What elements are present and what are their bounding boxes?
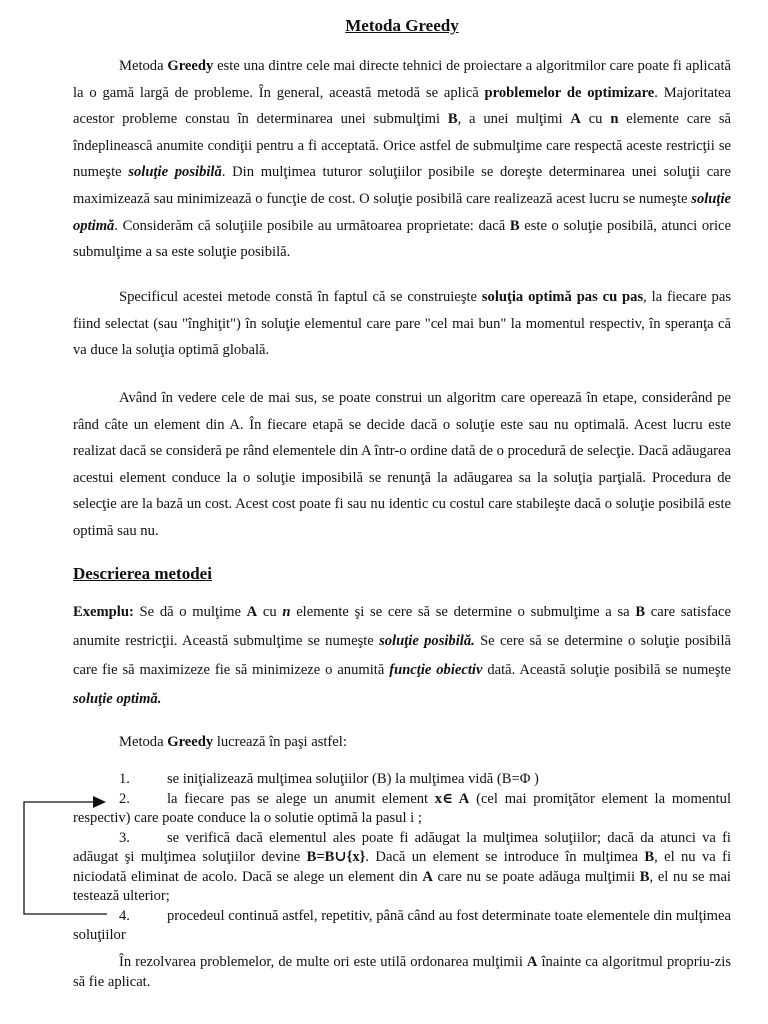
text-run: la fiecare pas se alege un anumit element [167,790,435,807]
step-number: 2. [119,790,130,807]
text-run: Specificul acestei metode constă în faptul că se construieşte [119,289,482,305]
bold-text: x∈ A [434,790,470,807]
text-run: înainte ca algoritmul propriu-zis să fie aplicat. [73,954,732,990]
text-run: care nu se poate adăuga mulţimii [432,868,640,885]
text-run: . Considerăm că soluţiile posibile au următoarea proprietate: dacă [114,217,510,234]
text-run: se verifică dacă elementul ales poate fi adăugat la mulţimea soluţiilor; dacă da atunci va fi adăugat şi mulţimea soluţiilor devine [73,829,731,865]
text-run: lucrează în paşi astfel: [213,734,347,750]
bold-text: B [447,111,458,128]
bold-text: A [422,868,433,885]
step-number: 4. [119,907,130,924]
section-heading: Descrierea metodei [73,564,212,583]
text-run: Metoda [119,58,168,74]
bold-text: B [644,849,655,865]
text-run: dată. Această soluţie posibilă se numeşte [482,662,731,678]
text-run: . Majoritatea acestor probleme constau în determinarea unei submulţimi [73,84,731,128]
text-run: . Dacă un element se introduce în mulţimea [365,849,645,865]
text-run: este o soluţie posibilă, atunci orice submulţime a sa este soluţie posibilă. [73,217,731,261]
bold-text: Exemplu: [73,604,134,620]
bold-text: Greedy [167,58,214,74]
step-number: 1. [119,771,130,787]
step-number: 3. [119,829,130,846]
text-run: (cel mai promiţător element la momentul respectiv) care poate conduce la o solutie optimă la pasul i ; [73,790,732,826]
bold-text: A [570,111,581,128]
text-run: , el nu va fi niciodată eliminat de acolo. Dacă se alege un element din [73,849,731,885]
text-run: elemente care să îndeplinească anumite condiţii pentru a fi acceptată. Orice astfel de submulţime care respectă aceste restricţii se numeşte [73,111,732,181]
bold-text: Greedy [167,734,214,750]
bold-italic-term: n [282,604,291,620]
bold-italic-term: soluţie optimă. [73,691,162,707]
text-run: este una dintre cele mai directe tehnici de proiectare a algoritmilor care poate fi aplicată la o gamă largă de probleme. În general, această metodă se aplică [73,58,731,101]
bold-text: B=B∪{x} [306,849,366,865]
bold-text: B [639,868,650,885]
text-run: . Din mulţimea tuturor soluţiilor posibile se doreşte determinarea unei soluţii care maximizează sau minimizează o funcţie de cost. O soluţie posibilă care realizează acest lucru se numeşte [73,164,731,207]
text-run: care satisface anumite restricţii. Această submulţime se numeşte [73,604,731,649]
bold-text: B [509,217,520,234]
bold-text: A [246,604,258,620]
text-run: Având în vedere cele de mai sus, se poate construi un algoritm care operează în etape, considerând pe rând câte un element din A. În fiecare etapă se decide dacă o soluţie este sau nu optimală. Acest lucru este realizat dacă se consideră pe rând elementele din A într-o ordine dată de o procedură de selecţie. Dacă adăugarea acestui element conduce la o soluţie imposibilă se renunţă la adăugarea sa la soluţia parţială. Procedura de selecţie are la bază un cost. Acest cost poate fi sau nu identic cu costul care stabileşte dacă o soluţie posibilă este optimă sau nu. [73,390,731,539]
text-run: se iniţializează mulţimea soluţiilor (B) la mulţimea vidă (B=Φ ) [167,771,539,787]
document-title: Metoda Greedy [345,16,459,35]
bold-italic-term: soluţie posibilă. [379,633,475,649]
text-run: procedeul continuă astfel, repetitiv, până când au fost determinate toate elementele din mulţimea soluţiilor [73,907,731,943]
bold-text: problemelor de optimizare [484,84,655,101]
bold-text: A [526,954,538,970]
text-run: , a unei mulţimi [457,111,571,128]
bold-text: n [610,111,619,128]
bold-text: B [635,604,646,620]
text-run: , el nu se mai testează ulterior; [73,868,731,904]
bold-italic-term: soluţie optimă [73,190,731,234]
bold-italic-term: funcţie obiectiv [389,662,483,678]
text-run: cu [257,604,283,620]
text-run: cu [580,111,611,128]
text-run: , la fiecare pas fiind selectat (sau "înghiţit") în soluţie elementul care pare "cel mai bun" la momentul respectiv, în speranţa că va duce la soluţia optimă globală. [73,289,731,359]
bold-italic-term: soluţie posibilă [128,164,222,181]
text-run: Metoda [119,734,168,750]
text-run: Se dă o mulţime [133,604,247,620]
text-run: Se cere să se determine o soluţie posibilă care fie să maximizeze fie să minimizeze o anumită [73,633,732,678]
text-run: elemente şi se cere să se determine o submulţime a sa [290,604,636,620]
bold-text: soluţia optimă pas cu pas [481,289,644,305]
text-run: În rezolvarea problemelor, de multe ori este utilă ordonarea mulţimii [119,954,527,970]
